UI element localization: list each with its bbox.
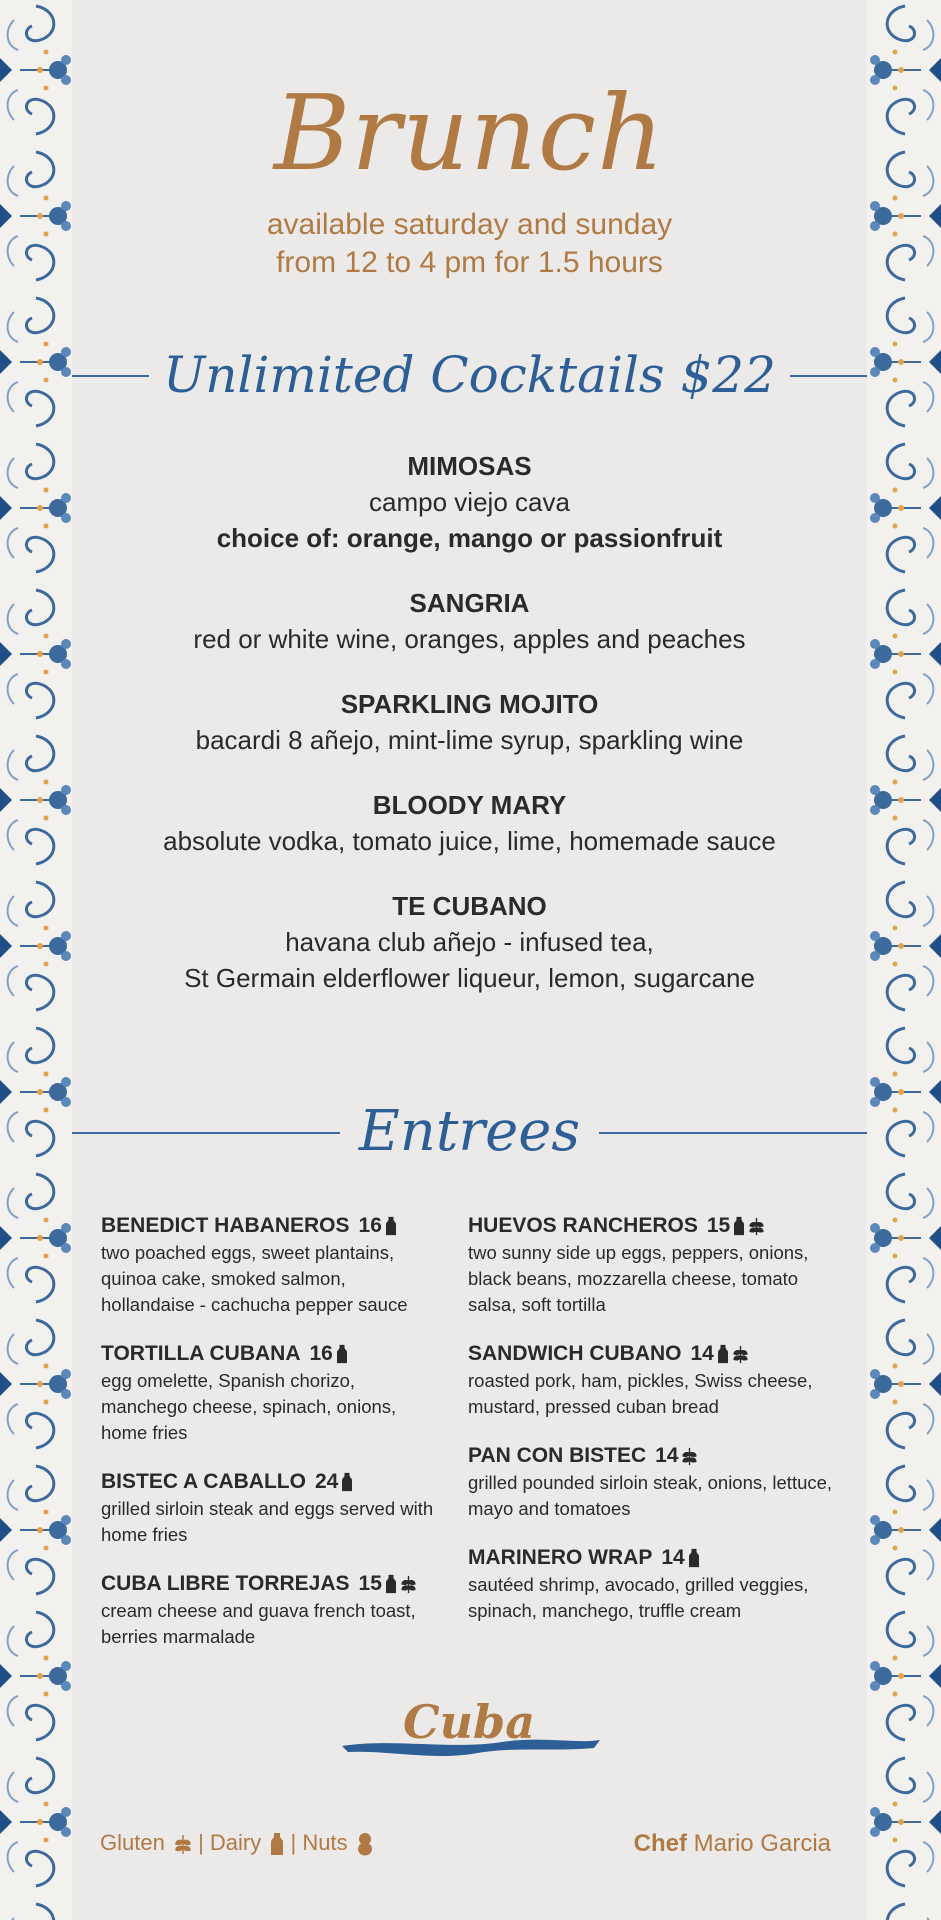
entree-desc: cream cheese and guava french toast, berries marmalade: [101, 1600, 416, 1647]
dairy-icon: [688, 1548, 700, 1568]
legend-dairy-label: Dairy: [209, 1830, 262, 1855]
availability-text: [72, 206, 867, 282]
dairy-icon: [341, 1472, 353, 1492]
chef-prefix: Chef: [633, 1830, 687, 1857]
entrees-heading: [72, 1094, 867, 1170]
entree-column-left: [101, 1212, 436, 1672]
entree-name: MARINERO WRAP: [468, 1546, 653, 1569]
cocktail-desc: havana club añejo - infused tea,: [285, 927, 654, 957]
entree-name: TORTILLA CUBANA: [101, 1342, 301, 1365]
dairy-icon: [385, 1574, 397, 1594]
entree-price: 14: [655, 1444, 679, 1467]
cocktail-name: SANGRIA: [409, 588, 530, 618]
menu-body: [72, 0, 867, 1920]
entree-name: HUEVOS RANCHEROS: [468, 1214, 698, 1237]
dairy-icon: [733, 1216, 745, 1236]
legend-gluten-label: Gluten: [100, 1830, 165, 1855]
legend-separator: |: [198, 1830, 204, 1855]
cocktail-desc: absolute vodka, tomato juice, lime, homemade sauce: [163, 826, 776, 856]
cocktail-item: [72, 888, 867, 996]
dairy-icon: [717, 1344, 729, 1364]
entree-name: BISTEC A CABALLO: [101, 1470, 306, 1493]
entree-price: 15: [706, 1214, 731, 1237]
entree-price: 14: [690, 1342, 714, 1365]
entree-desc: sautéed shrimp, avocado, grilled veggies, spinach, manchego, truffle cream: [468, 1574, 809, 1621]
logo-text: Cuba: [402, 1695, 536, 1749]
entree-header: [101, 1468, 436, 1496]
entree-desc: roasted pork, ham, pickles, Swiss cheese, mustard, pressed cuban bread: [468, 1370, 813, 1417]
dairy-icon: [270, 1832, 284, 1856]
entree-desc: grilled sirloin steak and eggs served with home fries: [101, 1498, 434, 1545]
left-tile-border: [0, 0, 73, 1920]
entree-price: 14: [661, 1546, 685, 1569]
brunch-title: Brunch: [273, 72, 666, 194]
cuba-logo: [332, 1688, 607, 1768]
entree-desc: two sunny side up eggs, peppers, onions, black beans, mozzarella cheese, tomato salsa, soft tortilla: [468, 1242, 809, 1315]
gluten-icon: [748, 1216, 765, 1236]
cocktail-name: TE CUBANO: [392, 891, 547, 921]
entree-desc: grilled pounded sirloin steak, onions, lettuce, mayo and tomatoes: [468, 1472, 833, 1519]
cocktail-name: BLOODY MARY: [372, 790, 567, 820]
tile-pattern-left: [0, 0, 72, 1920]
entree-price: 15: [358, 1572, 382, 1595]
entree-item: [101, 1468, 436, 1548]
heading-divider-right: [599, 1132, 867, 1134]
entree-desc: egg omelette, Spanish chorizo, manchego cheese, spinach, onions, home fries: [101, 1370, 397, 1443]
legend-nuts-label: Nuts: [302, 1830, 348, 1855]
entree-desc: two poached eggs, sweet plantains, quinoa cake, smoked salmon, hollandaise - cachucha pepper sauce: [101, 1242, 408, 1315]
cocktails-heading: [72, 340, 867, 410]
cocktail-desc: campo viejo cava: [369, 487, 570, 517]
gluten-icon: [732, 1344, 749, 1364]
entree-name: BENEDICT HABANEROS: [101, 1214, 350, 1237]
entree-item: [468, 1544, 848, 1624]
entree-item: [468, 1340, 848, 1420]
right-tile-border: [866, 0, 941, 1920]
cocktail-item: [72, 448, 867, 556]
entree-header: [101, 1570, 436, 1598]
gluten-icon: [174, 1833, 192, 1855]
availability-line-2: from 12 to 4 pm for 1.5 hours: [276, 246, 663, 279]
gluten-icon: [400, 1574, 417, 1594]
tile-pattern-right: [867, 0, 941, 1920]
entree-item: [468, 1212, 848, 1318]
cocktail-name: SPARKLING MOJITO: [340, 689, 599, 719]
cocktail-desc: bacardi 8 añejo, mint-lime syrup, sparkling wine: [195, 725, 744, 755]
legend-separator: |: [290, 1830, 297, 1855]
entree-header: [468, 1544, 848, 1572]
gluten-icon: [681, 1446, 698, 1466]
entree-header: [101, 1340, 436, 1368]
availability-line-1: available saturday and sunday: [266, 208, 673, 241]
dairy-icon: [336, 1344, 348, 1364]
entree-item: [468, 1442, 848, 1522]
cocktail-item: [72, 686, 867, 758]
entree-name: CUBA LIBRE TORREJAS: [101, 1572, 350, 1595]
entree-price: 16: [309, 1342, 333, 1365]
dairy-icon: [385, 1216, 397, 1236]
entree-item: [101, 1212, 436, 1318]
cocktail-item: [72, 787, 867, 859]
entree-name: PAN CON BISTEC: [468, 1444, 647, 1467]
nuts-icon: [357, 1832, 373, 1856]
entree-price: 16: [358, 1214, 382, 1237]
cocktails-heading-text: Unlimited Cocktails $22: [149, 340, 790, 410]
entree-header: [101, 1212, 436, 1240]
entree-price: 24: [314, 1470, 339, 1493]
cocktail-item: [72, 585, 867, 657]
chef-name: Mario Garcia: [693, 1830, 831, 1857]
entree-header: [468, 1212, 848, 1240]
cocktail-desc: red or white wine, oranges, apples and peaches: [193, 624, 746, 654]
entrees-heading-text: Entrees: [345, 1094, 594, 1170]
allergen-legend: [100, 1830, 373, 1856]
chef-credit: [634, 1830, 831, 1858]
entree-item: [101, 1340, 436, 1446]
cocktail-name: MIMOSAS: [407, 451, 532, 481]
heading-divider-left: [72, 1132, 340, 1134]
cocktail-desc-2: choice of: orange, mango or passionfruit: [216, 523, 723, 553]
cocktail-desc-2: St Germain elderflower liqueur, lemon, sugarcane: [184, 963, 755, 993]
entree-header: [468, 1340, 848, 1368]
entree-item: [101, 1570, 436, 1650]
entree-header: [468, 1442, 848, 1470]
entree-column-right: [468, 1212, 848, 1646]
entree-name: SANDWICH CUBANO: [468, 1342, 682, 1365]
cocktail-list: [72, 448, 867, 1025]
